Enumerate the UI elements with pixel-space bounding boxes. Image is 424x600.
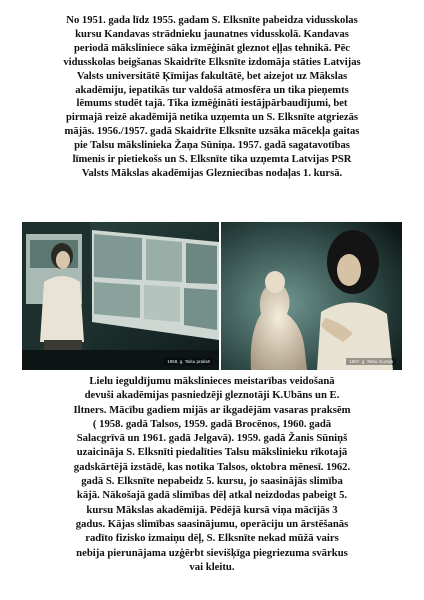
photo-left-caption: 1958. g. Talsu praksē: [164, 358, 213, 365]
photo-row: [22, 222, 402, 370]
paragraph-2: Lielu ieguldījumu mākslinieces meistarības veidošanā devuši akadēmijas pasniedzēji gleznotāji K.Ubāns un E. Iltners. Mācību gadiem mijās ar ikgadējām vasaras praksēm ( 1958. gadā Talsos, 1959. gadā Brocēnos, 1960. gadā Salacgrīvā un 1961. gadā Jelgavā). 1959. gadā Žanis Sūniņš uzaicināja S. Elksnīti piedalīties Talsu mākslinieku rīkotajā gadskārtējā izstādē, kas notika Talsos, oktobra mēnesī. 1962. gadā S. Elksnīte nepabeidz 5. kursu, jo saasinājās slimība kājā. Nākošajā gadā slimības dēļ atkal neizdodas pabeigt 5. kursu Mākslas akadēmijā. Pēdējā kursā viņa mācījās 3 gadus. Kājas slimības saasinājumu, operāciju un ārstēšanās radīto fizisko izmaiņu dēļ, S. Elksnīte nekad mūžā vairs nebija pierunājama uzģērbt sievišķīga piegriezuma svārkus vai kleitu.: [73, 375, 351, 573]
paragraph-1: No 1951. gada līdz 1955. gadam S. Elksnīte pabeidza vidusskolas kursu Kandavas strādnieku jaunatnes vidusskolā. Kandavas periodā māksliniece sāka izmēģināt gleznot eļļas tehnikā. Pēc vidusskolas beigšanas Skaidrīte Elksnīte izdomāja stāties Latvijas Valsts universitātē Ķīmijas fakultātē, bet aizejot uz Mākslas akadēmiju, iepatikās tur valdošā atmosfēra un tika pieņemts lēmums studēt tajā. Tika izmēģināti iestājpārbaudījumi, bet pirmajā reizē akadēmijā netika uzņemta un S. Elksnīte atgriezās mājās. 1956./1957. gadā Skaidrīte Elksnīte uzsāka mācekļa gaitas pie Talsu mākslinieka Žaņa Sūniņa. 1957. gadā sagatavotības līmenis ir pietiekošs un S. Elksnīte tika uzņemta Latvijas PSR Valsts Mākslas akadēmijas Glezniecības nodaļas 1. kursā.: [63, 15, 361, 179]
photo-right-caption: 1957. g. Talsu muzejā: [346, 358, 396, 365]
photo-left-illustration: [22, 222, 219, 370]
photo-right-illustration: [221, 222, 402, 370]
photo-talsu-prakse: [22, 222, 219, 370]
photo-talsu-muzeja: [221, 222, 402, 370]
